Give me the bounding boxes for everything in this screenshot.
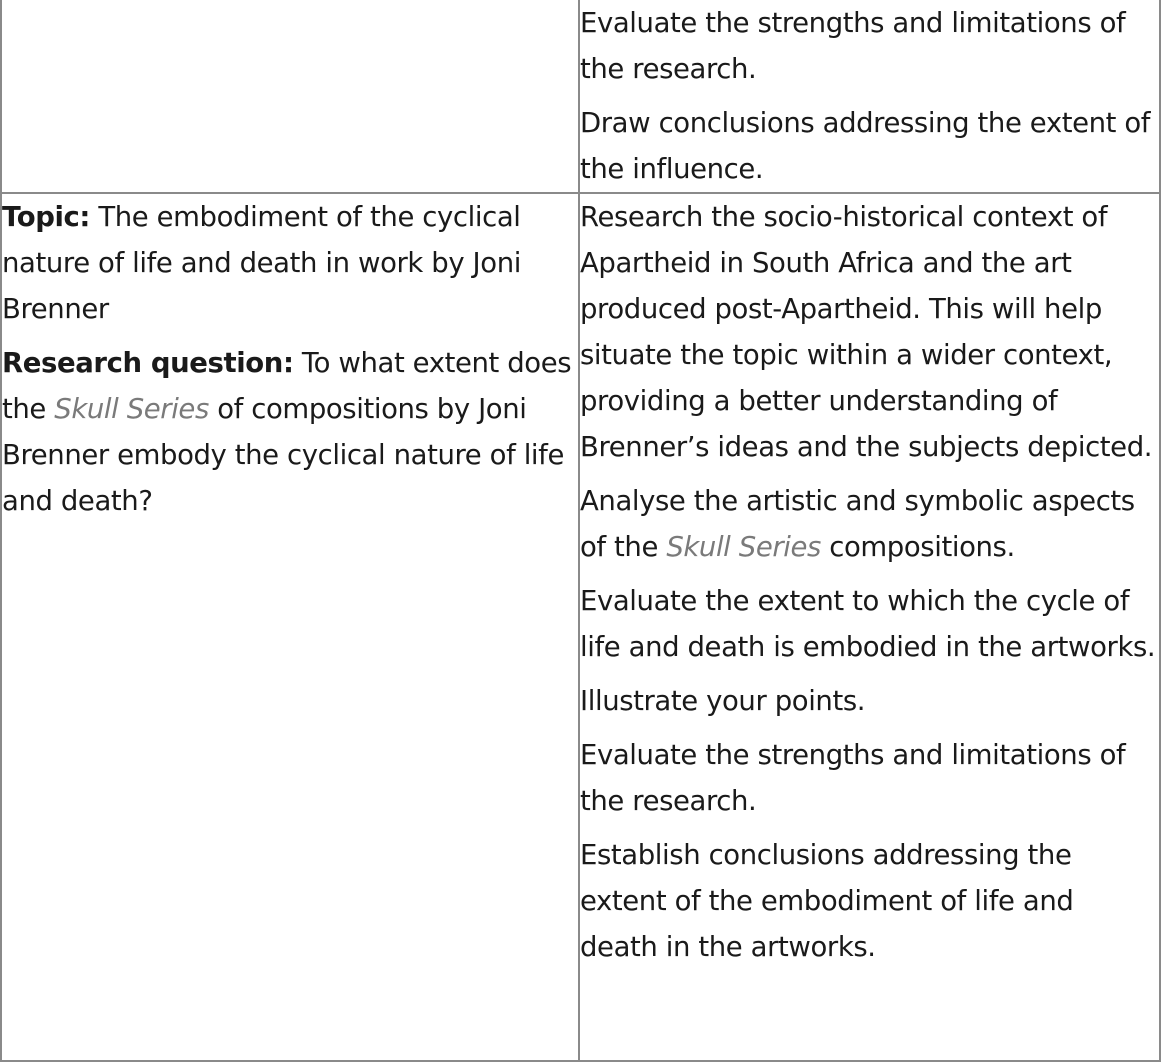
table-cell-topic bbox=[1, 193, 579, 1061]
step-establish-conclusions: Establish conclusions addressing the extent of the embodiment of life and death in the artworks. bbox=[580, 839, 1074, 963]
step-evaluate-strengths: Evaluate the strengths and limitations of the research. bbox=[580, 7, 1126, 85]
topic-text: The embodiment of the cyclical nature of life and death in work by Joni Brenner bbox=[2, 201, 521, 325]
table-cell-steps bbox=[579, 193, 1160, 1061]
topic-label: Topic: bbox=[2, 201, 91, 233]
research-question-text-after: of compositions by Joni Brenner embody the cyclical nature of life and death? bbox=[2, 393, 564, 517]
research-question-paragraph bbox=[2, 340, 578, 524]
step-analyse-text-after: compositions. bbox=[820, 531, 1015, 563]
step-research-context: Research the socio-historical context of Apartheid in South Africa and the art produced post-Apartheid. This will help situate the topic within a wider context, providing a better understanding of Brenner’s ideas and the subjects depicted. bbox=[580, 201, 1153, 463]
artwork-title-skull-series: Skull Series bbox=[54, 393, 209, 425]
step-analyse-text-before: Analyse the artistic and symbolic aspects of the bbox=[580, 485, 1135, 563]
research-question-label: Research question: bbox=[2, 347, 294, 379]
topic-paragraph bbox=[2, 194, 578, 332]
table-row-brenner bbox=[1, 193, 1160, 1061]
table-cell-empty bbox=[1, 0, 579, 193]
research-question-text-before: To what extent does the bbox=[2, 347, 572, 425]
step-evaluate-strengths-2: Evaluate the strengths and limitations of the research. bbox=[580, 739, 1126, 817]
step-draw-conclusions: Draw conclusions addressing the extent of the influence. bbox=[580, 107, 1151, 185]
artwork-title-skull-series-2: Skull Series bbox=[666, 531, 821, 563]
step-evaluate-cycle: Evaluate the extent to which the cycle of life and death is embodied in the artworks. bbox=[580, 585, 1156, 663]
table-row-continued bbox=[1, 0, 1160, 193]
step-illustrate-points: Illustrate your points. bbox=[580, 685, 866, 717]
table-cell-steps-continued bbox=[579, 0, 1160, 193]
step-analyse-aspects bbox=[580, 478, 1159, 570]
